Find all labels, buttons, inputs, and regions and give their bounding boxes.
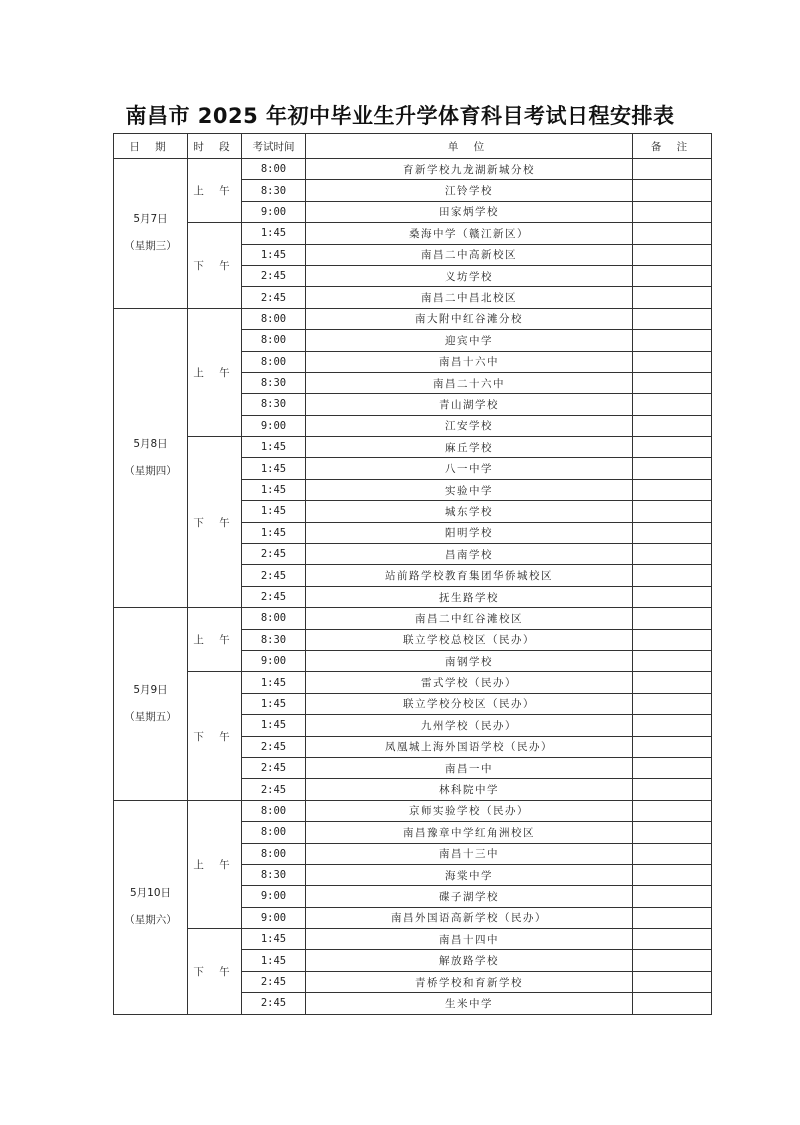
schedule-body: [114, 159, 712, 1015]
note-cell: [633, 864, 712, 885]
note-cell: [633, 843, 712, 864]
unit-cell: 联立学校分校区（民办）: [306, 693, 633, 714]
date-label: 5月10日: [129, 886, 172, 899]
time-cell: 2:45: [242, 993, 306, 1014]
time-cell: 8:00: [242, 308, 306, 329]
time-cell: 1:45: [242, 693, 306, 714]
note-cell: [633, 180, 712, 201]
note-cell: [633, 629, 712, 650]
unit-cell: 育新学校九龙湖新城分校: [306, 159, 633, 180]
unit-cell: 南昌二中红谷滩校区: [306, 608, 633, 629]
period-cell: 下 午: [188, 929, 242, 1015]
note-cell: [633, 372, 712, 393]
date-cell: [114, 159, 188, 309]
time-cell: 1:45: [242, 501, 306, 522]
note-cell: [633, 822, 712, 843]
unit-cell: 昌南学校: [306, 544, 633, 565]
time-cell: 2:45: [242, 757, 306, 778]
note-cell: [633, 586, 712, 607]
unit-cell: 青桥学校和育新学校: [306, 971, 633, 992]
period-cell: 上 午: [188, 159, 242, 223]
time-cell: 8:30: [242, 629, 306, 650]
note-cell: [633, 351, 712, 372]
period-cell: 下 午: [188, 672, 242, 800]
period-cell: 上 午: [188, 800, 242, 928]
note-cell: [633, 929, 712, 950]
header-period: 时 段: [188, 134, 242, 159]
time-cell: 1:45: [242, 522, 306, 543]
time-cell: 8:00: [242, 351, 306, 372]
document-title: 南昌市 2025 年初中毕业生升学体育科目考试日程安排表: [125, 104, 675, 128]
unit-cell: 南昌十四中: [306, 929, 633, 950]
unit-cell: 南昌十六中: [306, 351, 633, 372]
time-cell: 8:30: [242, 372, 306, 393]
time-cell: 2:45: [242, 287, 306, 308]
date-cell: [114, 800, 188, 1014]
unit-cell: 凤凰城上海外国语学校（民办）: [306, 736, 633, 757]
time-cell: 8:00: [242, 800, 306, 821]
period-cell: 下 午: [188, 223, 242, 309]
unit-cell: 雷式学校（民办）: [306, 672, 633, 693]
weekday-label: （星期五）: [124, 710, 177, 723]
note-cell: [633, 223, 712, 244]
time-cell: 2:45: [242, 736, 306, 757]
note-cell: [633, 800, 712, 821]
time-cell: 8:00: [242, 330, 306, 351]
unit-cell: 抚生路学校: [306, 586, 633, 607]
note-cell: [633, 650, 712, 671]
time-cell: 1:45: [242, 437, 306, 458]
unit-cell: 阳明学校: [306, 522, 633, 543]
time-cell: 9:00: [242, 650, 306, 671]
time-cell: 1:45: [242, 950, 306, 971]
unit-cell: 生米中学: [306, 993, 633, 1014]
table-row: [114, 437, 712, 458]
unit-cell: 江安学校: [306, 415, 633, 436]
note-cell: [633, 159, 712, 180]
unit-cell: 南昌二中昌北校区: [306, 287, 633, 308]
note-cell: [633, 415, 712, 436]
table-row: [114, 223, 712, 244]
note-cell: [633, 672, 712, 693]
unit-cell: 南大附中红谷滩分校: [306, 308, 633, 329]
time-cell: 2:45: [242, 565, 306, 586]
note-cell: [633, 308, 712, 329]
note-cell: [633, 437, 712, 458]
time-cell: 8:30: [242, 864, 306, 885]
note-cell: [633, 501, 712, 522]
time-cell: 9:00: [242, 907, 306, 928]
unit-cell: 解放路学校: [306, 950, 633, 971]
unit-cell: 南昌一中: [306, 757, 633, 778]
unit-cell: 田家炳学校: [306, 201, 633, 222]
unit-cell: 京师实验学校（民办）: [306, 800, 633, 821]
time-cell: 2:45: [242, 779, 306, 800]
unit-cell: 城东学校: [306, 501, 633, 522]
weekday-label: （星期三）: [124, 240, 177, 253]
unit-cell: 迎宾中学: [306, 330, 633, 351]
time-cell: 1:45: [242, 479, 306, 500]
time-cell: 1:45: [242, 672, 306, 693]
note-cell: [633, 779, 712, 800]
header-date: 日 期: [114, 134, 188, 159]
note-cell: [633, 565, 712, 586]
table-row: [114, 159, 712, 180]
note-cell: [633, 608, 712, 629]
time-cell: 2:45: [242, 586, 306, 607]
time-cell: 1:45: [242, 244, 306, 265]
note-cell: [633, 715, 712, 736]
time-cell: 9:00: [242, 415, 306, 436]
time-cell: 8:00: [242, 159, 306, 180]
unit-cell: 站前路学校教育集团华侨城校区: [306, 565, 633, 586]
note-cell: [633, 886, 712, 907]
note-cell: [633, 907, 712, 928]
time-cell: 8:00: [242, 608, 306, 629]
header-unit: 单 位: [306, 134, 633, 159]
unit-cell: 九州学校（民办）: [306, 715, 633, 736]
unit-cell: 联立学校总校区（民办）: [306, 629, 633, 650]
unit-cell: 实验中学: [306, 479, 633, 500]
date-label: 5月8日: [133, 437, 168, 450]
time-cell: 8:00: [242, 843, 306, 864]
note-cell: [633, 458, 712, 479]
date-cell: [114, 608, 188, 801]
weekday-label: （星期四）: [124, 464, 177, 477]
note-cell: [633, 265, 712, 286]
time-cell: 2:45: [242, 544, 306, 565]
period-cell: 下 午: [188, 437, 242, 608]
date-label: 5月7日: [133, 213, 168, 226]
time-cell: 8:00: [242, 822, 306, 843]
time-cell: 9:00: [242, 886, 306, 907]
note-cell: [633, 330, 712, 351]
note-cell: [633, 950, 712, 971]
unit-cell: 碟子湖学校: [306, 886, 633, 907]
time-cell: 1:45: [242, 458, 306, 479]
unit-cell: 南昌二中高新校区: [306, 244, 633, 265]
unit-cell: 桑海中学（赣江新区）: [306, 223, 633, 244]
header-row: [114, 134, 712, 159]
time-cell: 1:45: [242, 929, 306, 950]
unit-cell: 江铃学校: [306, 180, 633, 201]
unit-cell: 南昌豫章中学红角洲校区: [306, 822, 633, 843]
unit-cell: 南钢学校: [306, 650, 633, 671]
period-cell: 上 午: [188, 608, 242, 672]
time-cell: 8:30: [242, 180, 306, 201]
note-cell: [633, 201, 712, 222]
table-row: [114, 800, 712, 821]
time-cell: 9:00: [242, 201, 306, 222]
table-row: [114, 308, 712, 329]
note-cell: [633, 479, 712, 500]
schedule-table: [113, 133, 712, 1015]
note-cell: [633, 522, 712, 543]
time-cell: 2:45: [242, 265, 306, 286]
note-cell: [633, 287, 712, 308]
unit-cell: 义坊学校: [306, 265, 633, 286]
time-cell: 2:45: [242, 971, 306, 992]
time-cell: 8:30: [242, 394, 306, 415]
header-note: 备 注: [633, 134, 712, 159]
unit-cell: 林科院中学: [306, 779, 633, 800]
unit-cell: 青山湖学校: [306, 394, 633, 415]
table-row: [114, 672, 712, 693]
note-cell: [633, 544, 712, 565]
note-cell: [633, 394, 712, 415]
table-row: [114, 929, 712, 950]
unit-cell: 海棠中学: [306, 864, 633, 885]
unit-cell: 南昌外国语高新学校（民办）: [306, 907, 633, 928]
note-cell: [633, 993, 712, 1014]
unit-cell: 八一中学: [306, 458, 633, 479]
note-cell: [633, 971, 712, 992]
time-cell: 1:45: [242, 223, 306, 244]
header-time: 考试时间: [242, 134, 306, 159]
unit-cell: 麻丘学校: [306, 437, 633, 458]
date-cell: [114, 308, 188, 607]
time-cell: 1:45: [242, 715, 306, 736]
note-cell: [633, 244, 712, 265]
unit-cell: 南昌十三中: [306, 843, 633, 864]
note-cell: [633, 736, 712, 757]
weekday-label: （星期六）: [124, 914, 177, 927]
note-cell: [633, 693, 712, 714]
period-cell: 上 午: [188, 308, 242, 436]
unit-cell: 南昌二十六中: [306, 372, 633, 393]
table-row: [114, 608, 712, 629]
note-cell: [633, 757, 712, 778]
date-label: 5月9日: [133, 683, 168, 696]
